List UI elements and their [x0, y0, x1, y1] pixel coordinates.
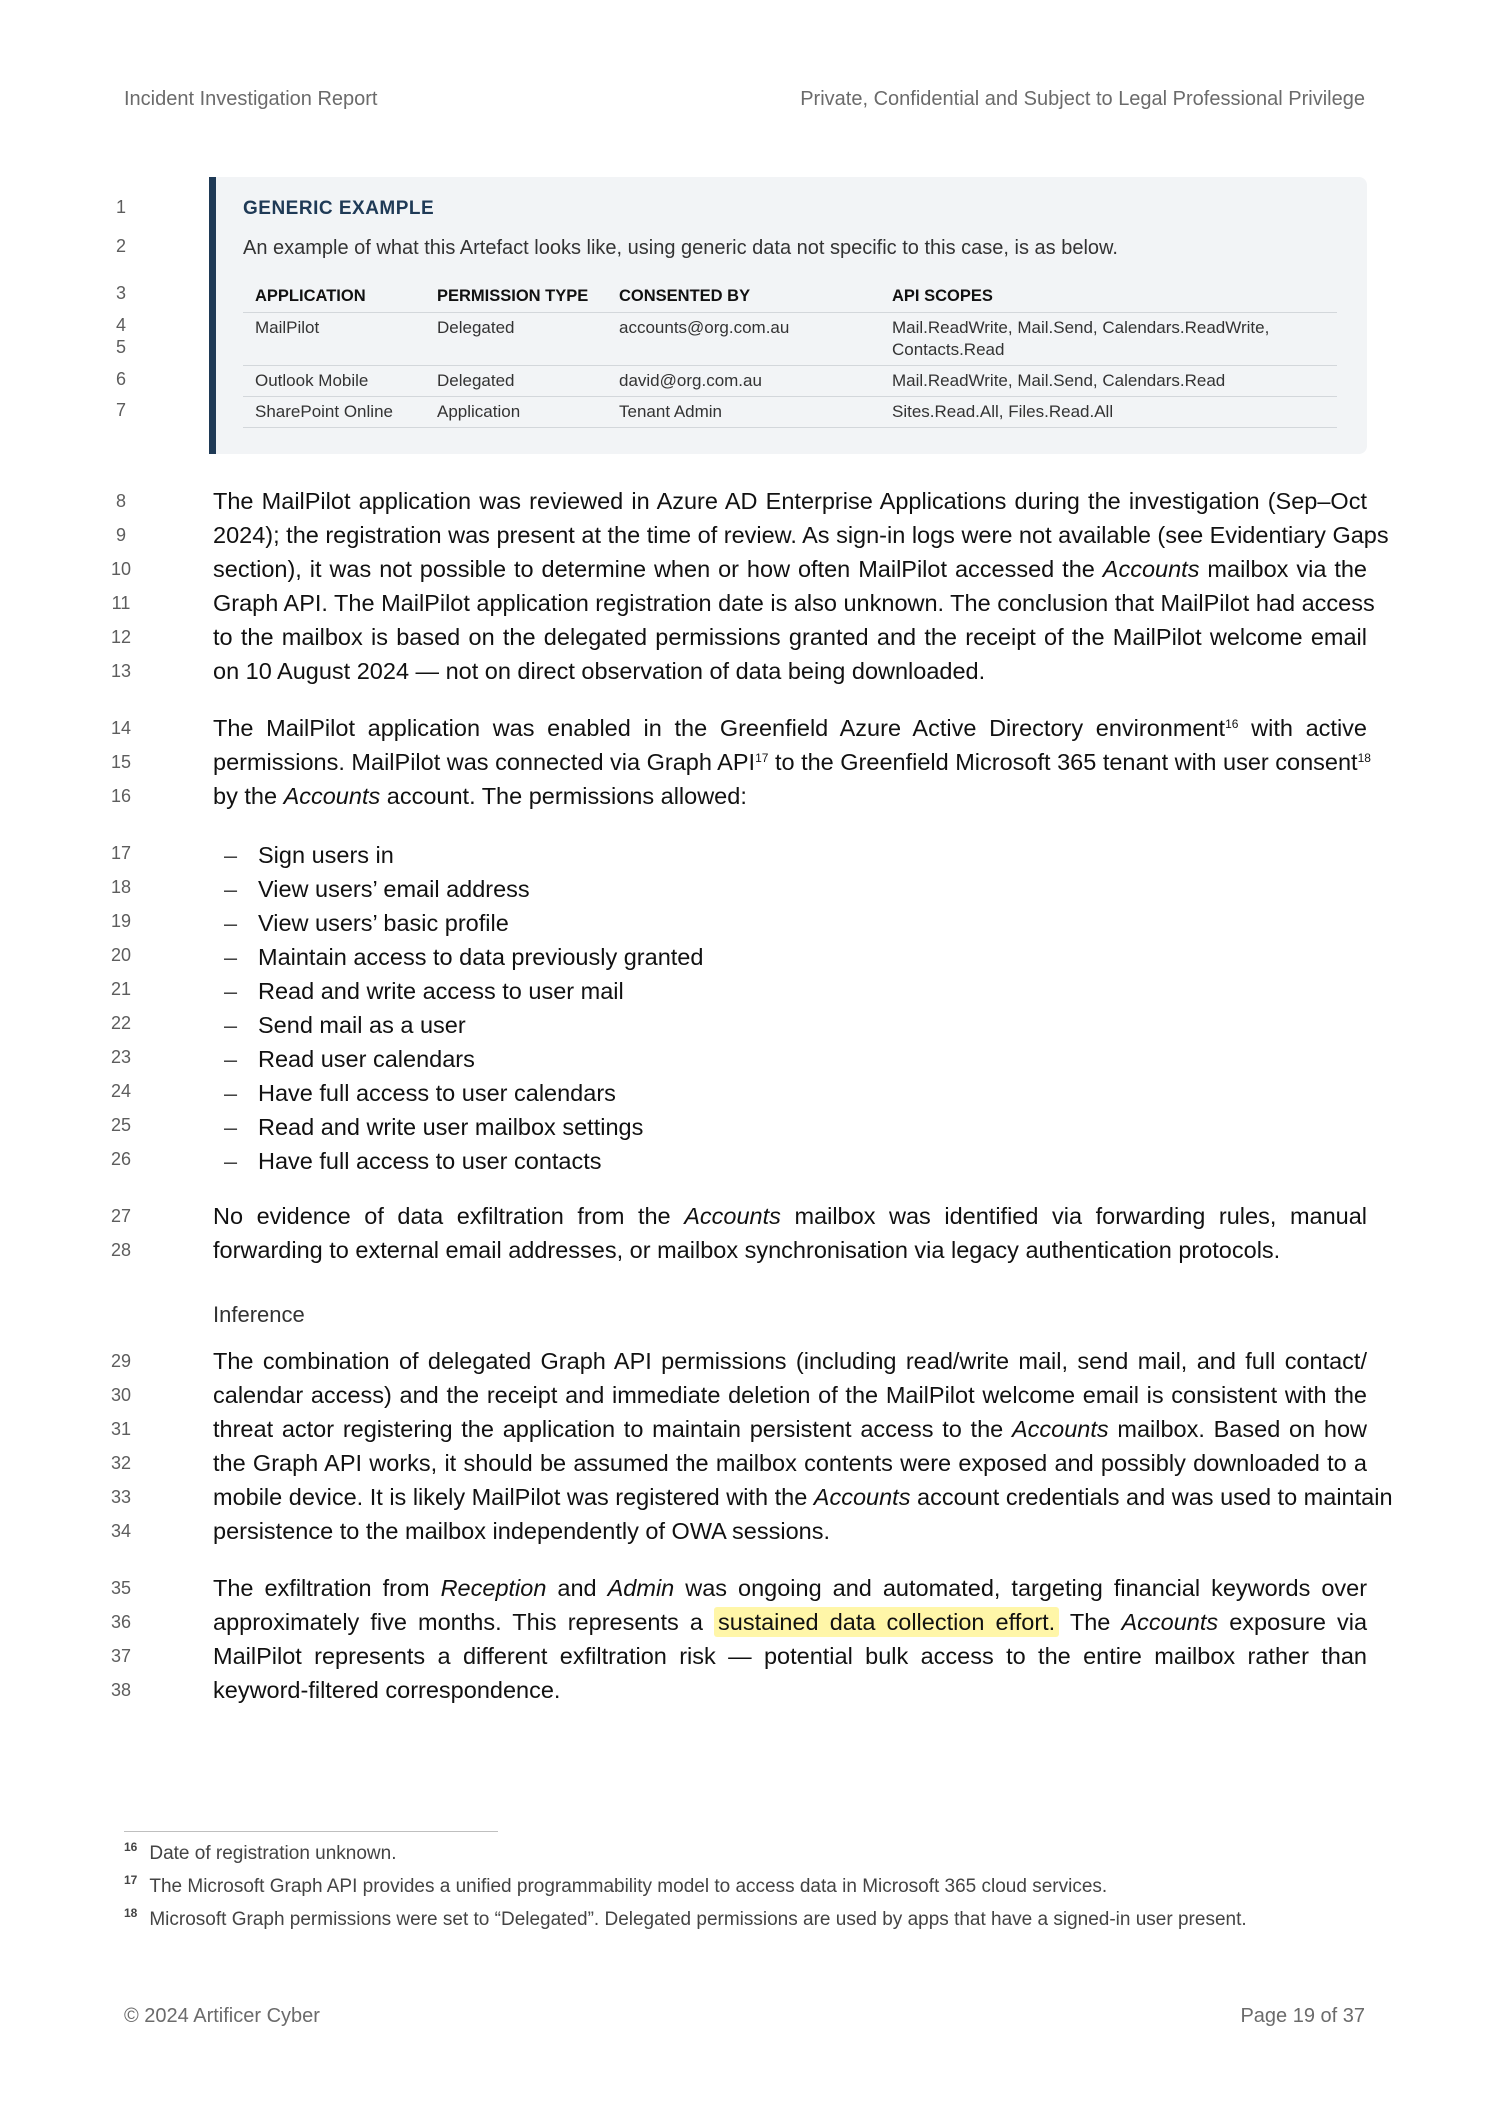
text-run: to the Greenfield Microsoft 365 tenant with user consent: [774, 749, 1358, 775]
text-run: exposure via: [1229, 1609, 1368, 1635]
cell-permission-type: Application: [425, 397, 607, 428]
dash-marker: –: [224, 876, 238, 902]
footnote-number: 18: [124, 1906, 138, 1920]
cell-consented-by: david@org.com.au: [607, 366, 880, 397]
emphasis-accounts: Accounts: [813, 1484, 911, 1510]
header-confidentiality: Private, Confidential and Subject to Legal Professional Privilege: [800, 88, 1365, 110]
line-number: 23: [110, 1047, 132, 1067]
list-item-text: Have full access to user calendars: [258, 1080, 616, 1106]
header-report-title: Incident Investigation Report: [124, 88, 378, 110]
line-number: 9: [115, 525, 126, 545]
list-item-text: View users’ basic profile: [258, 910, 509, 936]
line-number: 25: [110, 1115, 132, 1135]
line-number: 35: [110, 1578, 132, 1598]
cell-application: Outlook Mobile: [243, 366, 425, 397]
text-line: [213, 1480, 1393, 1514]
footnote-ref[interactable]: 16: [1225, 717, 1239, 731]
text-run: account. The permissions allowed:: [386, 783, 747, 809]
cell-api-scopes: Sites.Read.All, Files.Read.All: [880, 397, 1337, 428]
line-number: 20: [110, 945, 132, 965]
cell-permission-type: Delegated: [425, 313, 607, 366]
column-header-application: APPLICATION: [243, 281, 425, 313]
dash-marker: –: [224, 842, 238, 868]
callout-title: GENERIC EXAMPLE: [243, 198, 435, 219]
text-run: by the: [213, 783, 278, 809]
text-line: Graph API. The MailPilot application registration date is also unknown. The conclusion that MailPilot had access: [213, 590, 1375, 616]
line-number: 34: [110, 1521, 132, 1541]
line-number: 3: [115, 283, 126, 303]
text-line: 2024); the registration was present at the time of review. As sign-in logs were not available (see Evidentiary Gaps: [213, 522, 1389, 548]
permissions-list: [224, 838, 703, 1178]
line-number: 21: [110, 979, 132, 999]
paragraph-mailpilot-review: [213, 484, 1389, 688]
line-number: 16: [110, 786, 132, 806]
text-run: The exfiltration from: [213, 1575, 430, 1601]
line-number: 28: [110, 1240, 132, 1260]
paragraph-no-exfiltration: [213, 1199, 1367, 1267]
line-number: 13: [110, 661, 132, 681]
line-number: 29: [110, 1351, 132, 1371]
emphasis-accounts: Accounts: [1121, 1609, 1219, 1635]
text-line: [213, 1199, 1367, 1233]
inference-heading: Inference: [213, 1302, 305, 1327]
line-number: 6: [115, 369, 126, 389]
dash-marker: –: [224, 1080, 238, 1106]
text-run: was ongoing and automated, targeting financial keywords over: [685, 1575, 1368, 1601]
cell-consented-by: accounts@org.com.au: [607, 313, 880, 366]
footnote-number: 16: [124, 1840, 138, 1854]
list-item: [224, 1008, 703, 1042]
table-row: [243, 313, 1337, 366]
line-number: 2: [115, 236, 126, 256]
footnote-text: The Microsoft Graph API provides a unified programmability model to access data in Microsoft 365 cloud services.: [149, 1876, 1108, 1897]
line-number: 31: [110, 1419, 132, 1439]
paragraph-inference: [213, 1344, 1393, 1548]
text-run: section), it was not possible to determine when or how often MailPilot accessed the: [213, 556, 1095, 582]
text-line: calendar access) and the receipt and immediate deletion of the MailPilot welcome email is consistent with the: [213, 1382, 1367, 1408]
text-run: mailbox via the: [1207, 556, 1367, 582]
footnote: [124, 1840, 397, 1865]
list-item: [224, 906, 703, 940]
list-item-text: Maintain access to data previously granted: [258, 944, 704, 970]
footnote-text: Microsoft Graph permissions were set to “Delegated”. Delegated permissions are used by apps that have a signed-in user present.: [149, 1909, 1247, 1930]
line-number: 18: [110, 877, 132, 897]
text-line: [213, 1605, 1367, 1639]
dash-marker: –: [224, 1148, 238, 1174]
text-line: persistence to the mailbox independently of OWA sessions.: [213, 1518, 830, 1544]
emphasis-reception: Reception: [440, 1575, 547, 1601]
list-item-text: Read and write user mailbox settings: [258, 1114, 644, 1140]
text-line: [213, 711, 1367, 745]
text-line: The MailPilot application was reviewed in Azure AD Enterprise Applications during the investigation (Sep–Oct: [213, 488, 1367, 514]
column-header-permission-type: PERMISSION TYPE: [425, 281, 607, 313]
callout-description: An example of what this Artefact looks like, using generic data not specific to this case, is as below.: [243, 237, 1118, 259]
emphasis-admin: Admin: [607, 1575, 675, 1601]
dash-marker: –: [224, 910, 238, 936]
footer-copyright: © 2024 Artificer Cyber: [124, 2005, 320, 2027]
list-item: [224, 1076, 703, 1110]
line-number: 8: [115, 491, 126, 511]
line-number: 38: [110, 1680, 132, 1700]
footnote: [124, 1906, 1247, 1931]
line-number: 4: [115, 315, 126, 335]
text-run: permissions. MailPilot was connected via Graph API: [213, 749, 756, 775]
list-item-text: View users’ email address: [258, 876, 530, 902]
text-run: mailbox. Based on how: [1117, 1416, 1368, 1442]
list-item-text: Read user calendars: [258, 1046, 475, 1072]
footnote-divider: [124, 1831, 498, 1832]
dash-marker: –: [224, 1114, 238, 1140]
dash-marker: –: [224, 1046, 238, 1072]
list-item-text: Read and write access to user mail: [258, 978, 624, 1004]
emphasis-accounts: Accounts: [1102, 556, 1200, 582]
text-line: [213, 1571, 1367, 1605]
text-line: [213, 745, 1371, 779]
text-run: threat actor registering the application to maintain persistent access to the: [213, 1416, 1004, 1442]
line-number: 30: [110, 1385, 132, 1405]
list-item: [224, 1110, 703, 1144]
cell-permission-type: Delegated: [425, 366, 607, 397]
text-line: to the mailbox is based on the delegated permissions granted and the receipt of the MailPilot welcome email: [213, 624, 1367, 650]
list-item: [224, 1144, 703, 1178]
text-run: No evidence of data exfiltration from the: [213, 1203, 671, 1229]
text-line: the Graph API works, it should be assumed the mailbox contents were exposed and possibly downloaded to a: [213, 1450, 1367, 1476]
list-item: [224, 1042, 703, 1076]
list-item: [224, 838, 703, 872]
line-number: 33: [110, 1487, 132, 1507]
list-item: [224, 872, 703, 906]
cell-application: SharePoint Online: [243, 397, 425, 428]
list-item: [224, 940, 703, 974]
text-line: MailPilot represents a different exfiltration risk — potential bulk access to the entire mailbox rather than: [213, 1643, 1367, 1669]
emphasis-accounts: Accounts: [1011, 1416, 1109, 1442]
dash-marker: –: [224, 1012, 238, 1038]
line-number: 1: [115, 197, 126, 217]
text-line: forwarding to external email addresses, or mailbox synchronisation via legacy authentication protocols.: [213, 1237, 1281, 1263]
dash-marker: –: [224, 944, 238, 970]
line-number: 15: [110, 752, 132, 772]
text-line: [213, 779, 1367, 813]
line-number: 10: [110, 559, 132, 579]
text-run: approximately five months. This represents a: [213, 1609, 703, 1635]
highlighted-text[interactable]: sustained data collection effort.: [714, 1607, 1059, 1637]
paragraph-mailpilot-permissions: [213, 711, 1371, 813]
text-line: keyword-filtered correspondence.: [213, 1677, 561, 1703]
line-number: 12: [110, 627, 132, 647]
cell-consented-by: Tenant Admin: [607, 397, 880, 428]
text-run: The MailPilot application was enabled in the Greenfield Azure Active Directory environment: [213, 715, 1226, 741]
line-number: 7: [115, 400, 126, 420]
text-line: [213, 552, 1367, 586]
line-number: 22: [110, 1013, 132, 1033]
footnote-ref[interactable]: 18: [1357, 751, 1371, 765]
footnote-ref[interactable]: 17: [755, 751, 769, 765]
table-row: [243, 366, 1337, 397]
line-number: 26: [110, 1149, 132, 1169]
text-run: mailbox was identified via forwarding rules, manual: [794, 1203, 1368, 1229]
text-line: [213, 1412, 1367, 1446]
example-permissions-table: [243, 281, 1337, 428]
line-number: 32: [110, 1453, 132, 1473]
line-number: 14: [110, 718, 132, 738]
column-header-api-scopes: API SCOPES: [880, 281, 1337, 313]
footnote-number: 17: [124, 1873, 138, 1887]
list-item: [224, 974, 703, 1008]
column-header-consented-by: CONSENTED BY: [607, 281, 880, 313]
line-number: 24: [110, 1081, 132, 1101]
footer-page-number: Page 19 of 37: [1240, 2005, 1365, 2027]
text-line: The combination of delegated Graph API permissions (including read/write mail, send mail, and full contact/: [213, 1348, 1367, 1374]
list-item-text: Sign users in: [258, 842, 394, 868]
list-item-text: Send mail as a user: [258, 1012, 466, 1038]
emphasis-accounts: Accounts: [684, 1203, 781, 1229]
line-number: 11: [111, 593, 131, 613]
line-number: 17: [110, 843, 132, 863]
footnote-text: Date of registration unknown.: [149, 1843, 397, 1864]
list-item-text: Have full access to user contacts: [258, 1148, 602, 1174]
text-run: The: [1069, 1609, 1111, 1635]
cell-application: MailPilot: [243, 313, 425, 366]
paragraph-exfiltration-summary: [213, 1571, 1367, 1707]
line-number: 36: [110, 1612, 132, 1632]
line-number: 27: [110, 1206, 132, 1226]
text-run: with active: [1251, 715, 1368, 741]
line-number: 5: [115, 337, 126, 357]
text-run: mobile device. It is likely MailPilot was registered with the: [213, 1484, 808, 1510]
line-number: 19: [110, 911, 132, 931]
text-run: and: [557, 1575, 597, 1601]
cell-api-scopes: Mail.ReadWrite, Mail.Send, Calendars.ReadWrite, Contacts.Read: [880, 313, 1337, 366]
table-header-row: [243, 281, 1337, 313]
text-run: account credentials and was used to maintain: [917, 1484, 1393, 1510]
cell-api-scopes: Mail.ReadWrite, Mail.Send, Calendars.Read: [880, 366, 1337, 397]
emphasis-accounts: Accounts: [283, 783, 381, 809]
text-line: on 10 August 2024 — not on direct observation of data being downloaded.: [213, 658, 986, 684]
dash-marker: –: [224, 978, 238, 1004]
table-row: [243, 397, 1337, 428]
footnote: [124, 1873, 1108, 1898]
line-number: 37: [110, 1646, 132, 1666]
